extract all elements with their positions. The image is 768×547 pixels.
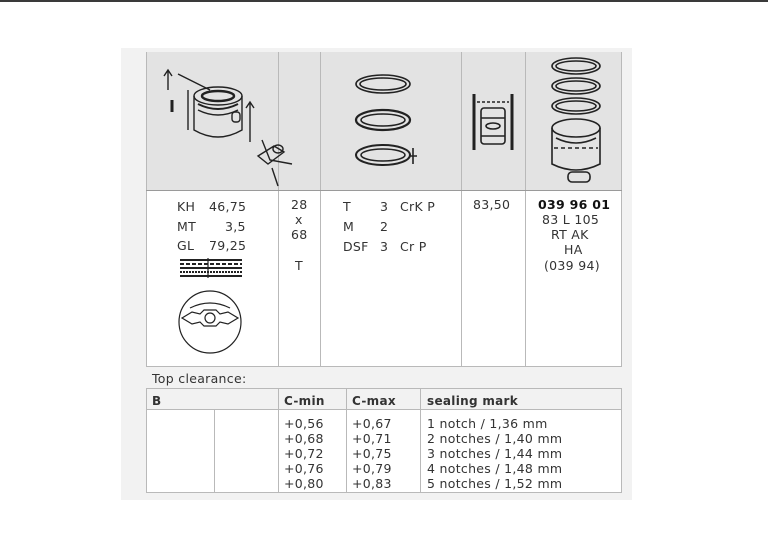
ring-1-count: 3 — [380, 199, 389, 214]
part-line-2: 83 L 105 — [542, 212, 600, 227]
row-4-mark: 4 notches / 1,48 mm — [427, 461, 563, 476]
piston-set-icon — [546, 56, 616, 190]
piston-rings-icon — [351, 70, 431, 180]
spec-kh-value: 46,75 — [209, 199, 247, 214]
row-4-cmax: +0,79 — [352, 461, 392, 476]
row-5-mark: 5 notches / 1,52 mm — [427, 476, 563, 491]
top-border — [0, 0, 768, 2]
part-number: 039 96 01 — [538, 197, 611, 212]
row-1-cmin: +0,56 — [284, 416, 324, 431]
row-2-cmax: +0,71 — [352, 431, 392, 446]
piston-profile-icon — [178, 258, 250, 362]
bore-diameter: 83,50 — [473, 197, 511, 212]
pin-diameter: 28 — [291, 197, 308, 212]
piston-datasheet — [146, 52, 622, 492]
spec-gl-value: 79,25 — [209, 238, 247, 253]
col-mark-header: sealing mark — [427, 394, 519, 408]
ring-3-count: 3 — [380, 239, 389, 254]
ring-2-code: M — [343, 219, 355, 234]
col-b-header: B — [152, 394, 162, 408]
row-3-cmax: +0,75 — [352, 446, 392, 461]
ring-3-code: DSF — [343, 239, 369, 254]
ring-3-type: Cr P — [400, 239, 427, 254]
ring-1-code: T — [343, 199, 351, 214]
col-cmin-header: C-min — [284, 394, 325, 408]
ring-2-count: 2 — [380, 219, 389, 234]
ring-1-type: CrK P — [400, 199, 436, 214]
part-line-3: RT AK — [551, 227, 589, 242]
pin-length: 68 — [291, 227, 308, 242]
spec-kh-label: KH — [177, 199, 196, 214]
col-cmax-header: C-max — [352, 394, 396, 408]
row-5-cmin: +0,80 — [284, 476, 324, 491]
pin-times: x — [295, 212, 303, 227]
spec-gl-label: GL — [177, 238, 195, 253]
row-5-cmax: +0,83 — [352, 476, 392, 491]
row-1-cmax: +0,67 — [352, 416, 392, 431]
spec-mt-label: MT — [177, 219, 197, 234]
row-2-mark: 2 notches / 1,40 mm — [427, 431, 563, 446]
row-3-cmin: +0,72 — [284, 446, 324, 461]
row-4-cmin: +0,76 — [284, 461, 324, 476]
piston-dimension-icon — [158, 60, 278, 186]
clearance-title: Top clearance: — [152, 371, 247, 386]
piston-pin-icon — [471, 92, 521, 152]
row-2-cmin: +0,68 — [284, 431, 324, 446]
part-line-4: HA — [564, 242, 583, 257]
part-line-5: (039 94) — [544, 258, 600, 273]
pin-code: T — [295, 258, 303, 273]
row-1-mark: 1 notch / 1,36 mm — [427, 416, 548, 431]
row-3-mark: 3 notches / 1,44 mm — [427, 446, 563, 461]
spec-mt-value: 3,5 — [225, 219, 246, 234]
